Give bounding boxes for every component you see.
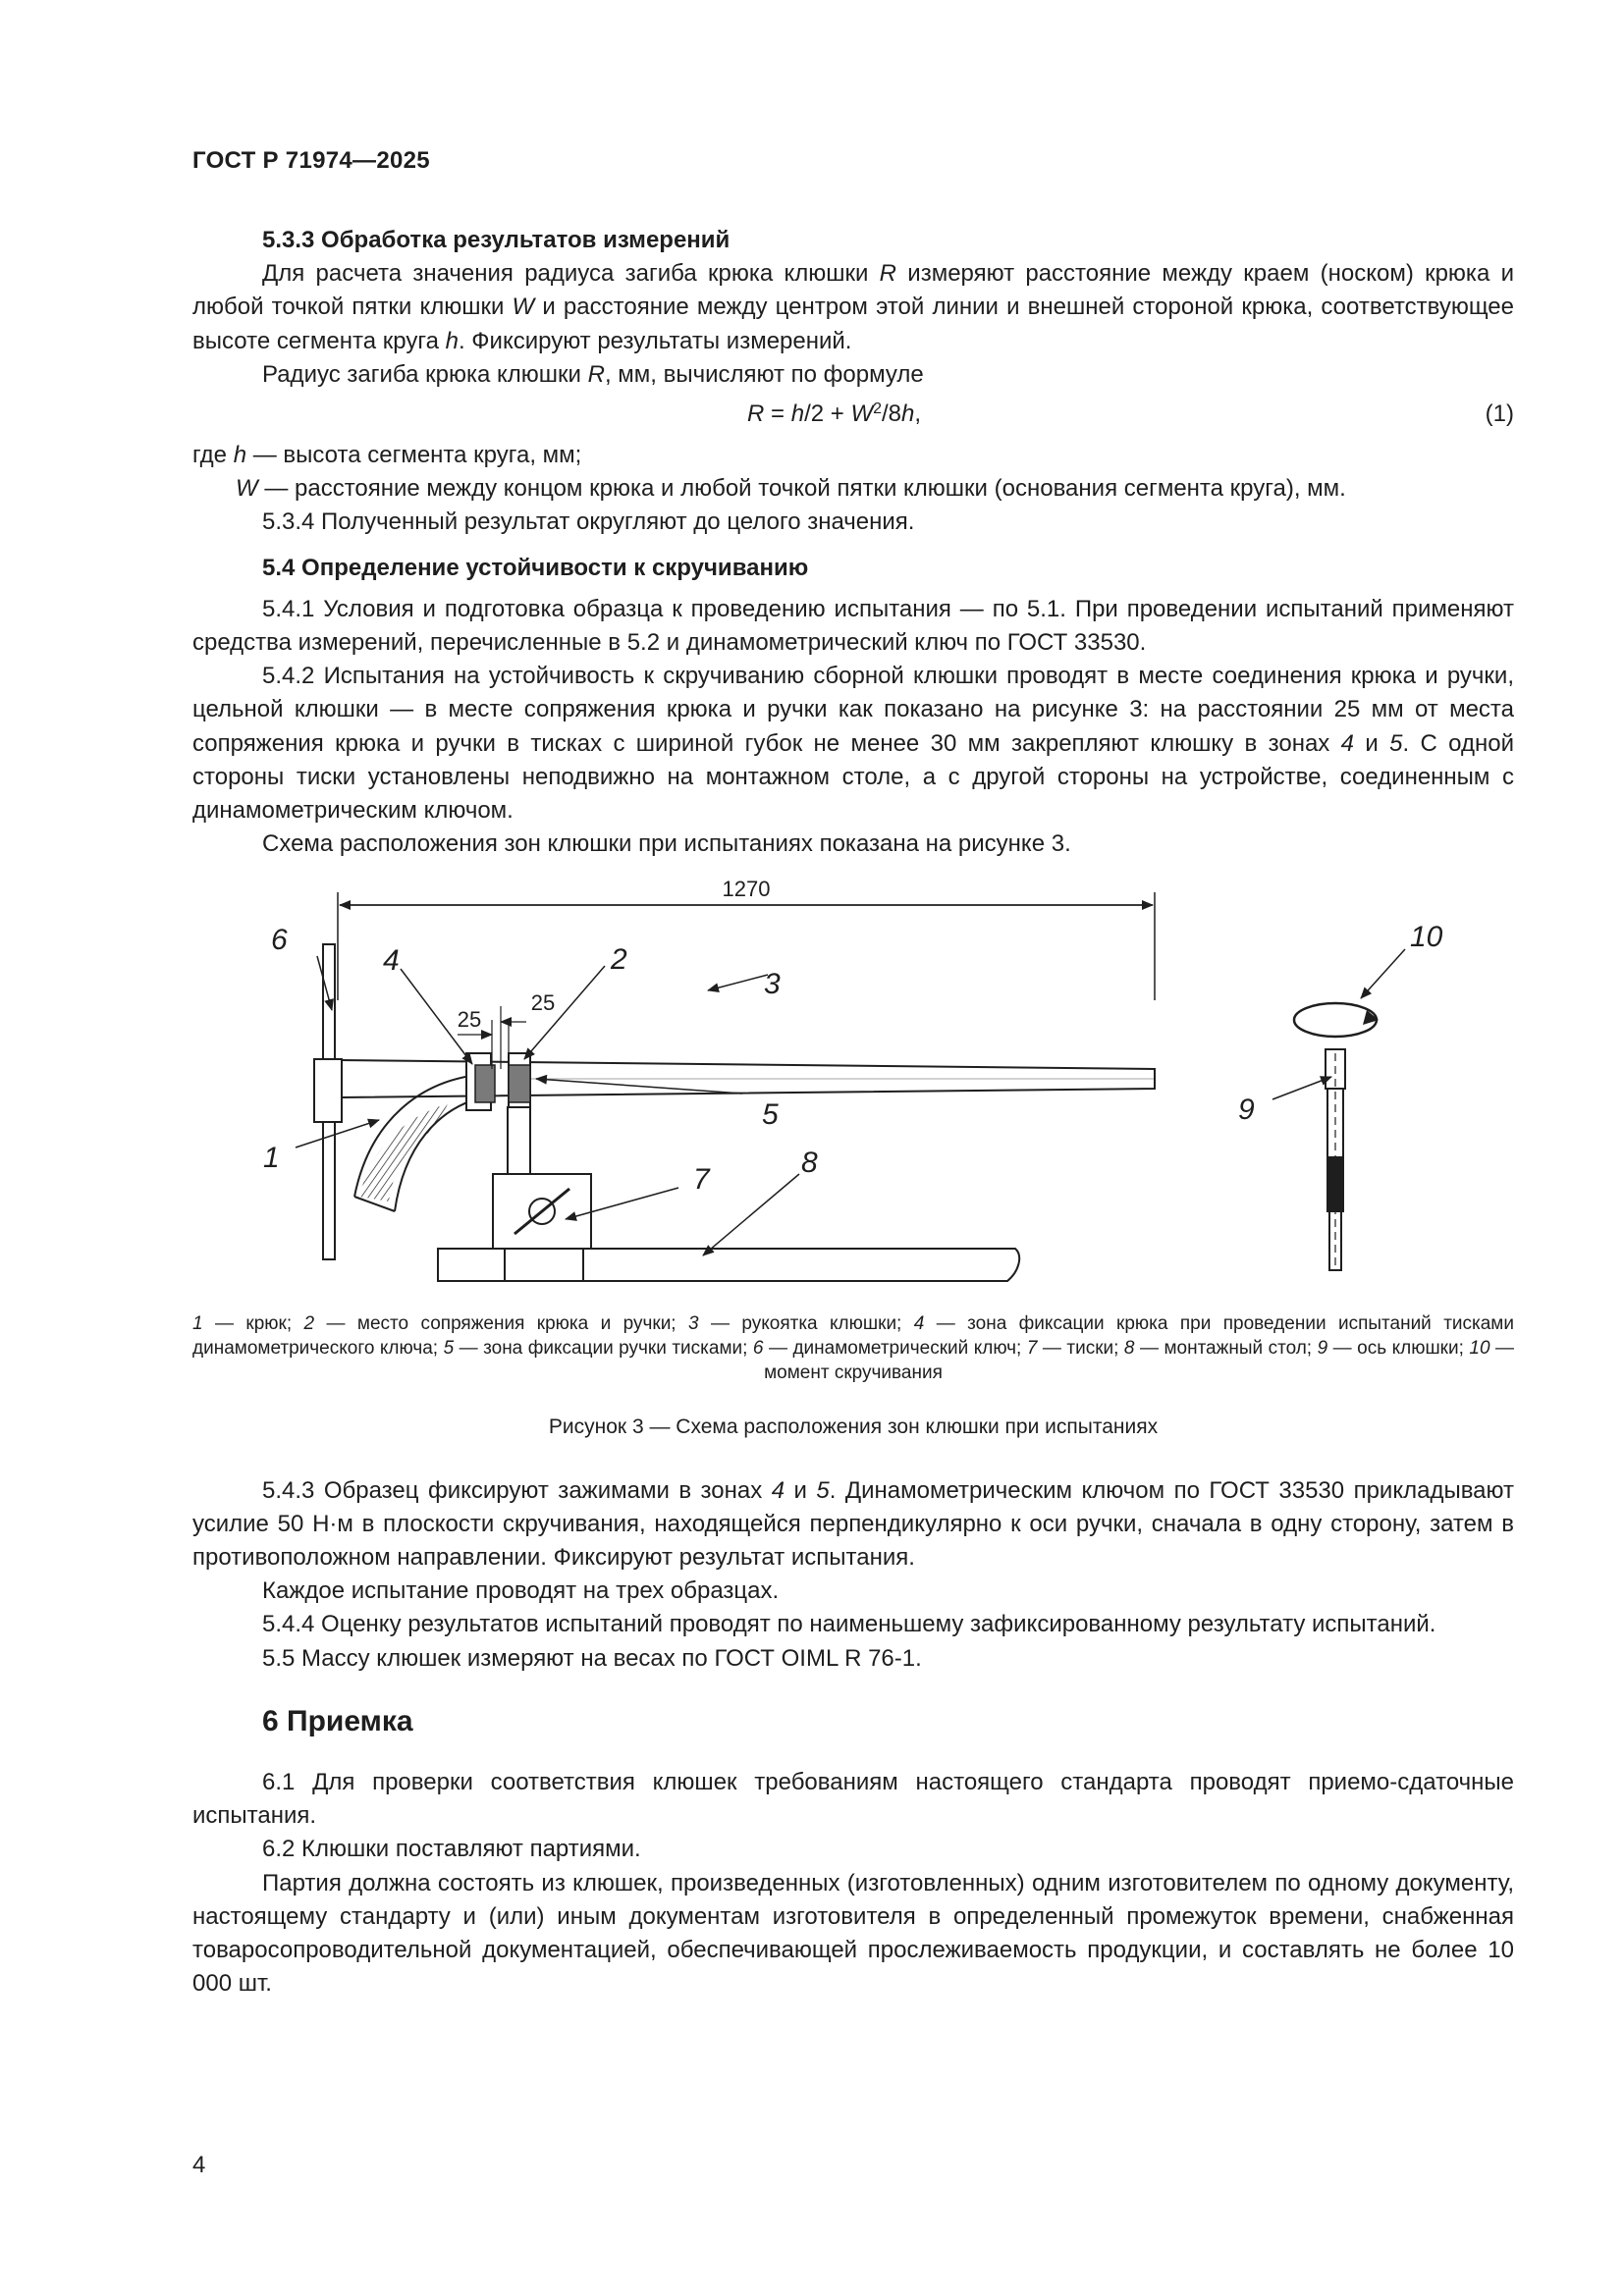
figure-label-4: 4 [383,944,400,978]
figure-label-3: 3 [764,968,781,1001]
paragraph-5-4-2: 5.4.2 Испытания на устойчивость к скручиванию сборной клюшки проводят в месте соединения крюка и ручки, цельной клюшки — в месте сопряжения крюка и ручки как показано на рисунке 3: на расстоянии 25 мм от места сопряжения крюка и ручки в тисках с шириной губок не менее 30 мм закрепляют клюшку в зонах 4 и 5. С одной стороны тиски установлены неподвижно на монтажном столе, а с другой стороны на устройстве, соединенным с динамометрическим ключом. [192,663,1514,825]
paragraph-5-3-3-measurements: Для расчета значения радиуса загиба крюка клюшки R измеряют расстояние между краем (носком) крюка и любой точкой пятки клюшки W и расстояние между центром этой линии и внешней стороной крюка, соответствующее высоте сегмента круга h. Фиксируют результаты измерений. [192,260,1514,354]
paragraph-5-5: 5.5 Массу клюшек измеряют на весах по ГОСТ OIML R 76-1. [262,1644,922,1672]
figure-label-10: 10 [1410,921,1443,954]
figure-label-9: 9 [1238,1094,1255,1127]
dimension-1270-label: 1270 [722,877,771,902]
paragraph-batch-definition: Партия должна состоять из клюшек, произведенных (изготовленных) одним изготовителем по одному документу, настоящему стандарту и (или) иным документам изготовителя в определенный промежуток времени, снабженная товаросопроводительной документацией, обеспечивающей прослеживаемость продукции, и составлять не более 10 000 шт. [192,1869,1514,1998]
figure-3-diagram [192,873,1514,1306]
paragraph-6-1: 6.1 Для проверки соответствия клюшек требованиям настоящего стандарта проводят приемо-сдаточные испытания. [192,1769,1514,1830]
where-h-definition: где h — высота сегмента круга, мм; [192,442,582,469]
formula-1 [192,392,1514,437]
paragraph-5-3-4: 5.3.4 Полученный результат округляют до целого значения. [262,508,915,536]
vice [493,1107,591,1249]
page-number: 4 [192,2152,206,2178]
paragraph-three-samples: Каждое испытание проводят на трех образцах. [262,1577,780,1605]
dimension-25-right-label: 25 [530,990,556,1016]
twisting-moment-arrow [1294,1003,1379,1037]
where-w-definition: W — расстояние между концом крюка и любой точкой пятки клюшки (основания сегмента круга), мм. [236,475,1346,503]
heading-5-4: 5.4 Определение устойчивости к скручиванию [262,554,809,581]
stick-handle [340,1060,1155,1097]
figure-legend: 1 — крюк; 2 — место сопряжения крюка и ручки; 3 — рукоятка клюшки; 4 — зона фиксации крюка при проведении испытаний тисками динамометрического ключа; 5 — зона фиксации ручки тисками; 6 — динамометрический ключ; 7 — тиски; 8 — монтажный стол; 9 — ось клюшки; 10 — момент скручивания [192,1313,1515,1384]
document-body [192,224,1514,2002]
mounting-table [438,1249,1019,1281]
figure-caption: Рисунок 3 — Схема расположения зон клюшки при испытаниях [548,1415,1159,1439]
zone-5-fill [509,1065,530,1102]
paragraph-5-4-1: 5.4.1 Условия и подготовка образца к проведению испытания — по 5.1. При проведении испытаний применяют средства измерений, перечисленные в 5.2 и динамометрический ключ по ГОСТ 33530. [192,595,1514,657]
document-header: ГОСТ Р 71974—2025 [192,147,430,174]
hockey-stick-test-diagram [192,873,1514,1306]
dimension-25-left-label: 25 [457,1007,482,1033]
stick-axis-side-view [1326,1049,1345,1270]
formula-expression: $R = h/2 + W^2/8h$, [747,400,922,428]
dimension-1270 [338,877,1155,1000]
paragraph-5-4-3: 5.4.3 Образец фиксируют зажимами в зонах 4 и 5. Динамометрическим ключом по ГОСТ 33530 прикладывают усилие 50 Н·м в плоскости скручивания, находящейся перпендикулярно к оси ручки, сначала в одну сторону, затем в противоположном направлении. Фиксируют результат испытания. [192,1476,1514,1572]
formula-number: (1) [1485,400,1514,428]
figure-label-5: 5 [762,1098,779,1132]
heading-6: 6 Приемка [262,1704,413,1737]
paragraph-6-2: 6.2 Клюшки поставляют партиями. [262,1836,641,1863]
figure-label-1: 1 [263,1142,280,1175]
paragraph-radius-formula-intro: Радиус загиба крюка клюшки R, мм, вычисляют по формуле [262,360,924,388]
paragraph-scheme-reference: Схема расположения зон клюшки при испытаниях показана на рисунке 3. [262,830,1071,858]
paragraph-5-4-4: 5.4.4 Оценку результатов испытаний проводят по наименьшему зафиксированному результату испытаний. [262,1611,1436,1638]
figure-label-7: 7 [693,1163,710,1197]
figure-label-2: 2 [611,943,627,977]
zone-4-fill [475,1065,495,1102]
figure-label-8: 8 [801,1147,818,1180]
heading-5-3-3: 5.3.3 Обработка результатов измерений [262,227,731,253]
figure-label-6: 6 [271,924,288,957]
